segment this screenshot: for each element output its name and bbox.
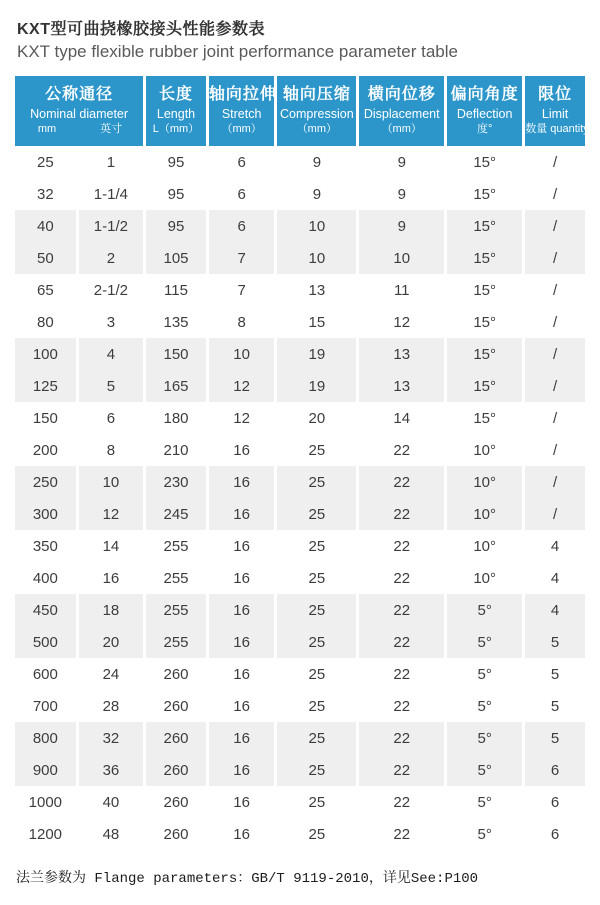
footer-note: 法兰参数为 Flange parameters：GB/T 9119-2010，详见See:P100	[16, 871, 479, 887]
table-cell: 5°	[447, 722, 522, 754]
table-row	[15, 562, 585, 594]
table-cell: 500	[15, 626, 76, 658]
table-cell: 7	[209, 242, 274, 274]
column-header-limit	[525, 76, 589, 146]
table-cell: 14	[79, 530, 144, 562]
table-cell: 13	[359, 370, 444, 402]
table-row	[15, 274, 585, 306]
table-cell: 25	[277, 594, 356, 626]
table-cell: 25	[277, 626, 356, 658]
table-cell: /	[525, 402, 585, 434]
table-cell: 20	[79, 626, 144, 658]
column-header-en: Deflection	[456, 107, 513, 121]
table-cell: 2-1/2	[79, 274, 144, 306]
column-header-deflection	[447, 76, 522, 146]
column-header-unit: 数量 quantity	[525, 123, 589, 135]
table-row	[15, 306, 585, 338]
table-cell: 165	[146, 370, 206, 402]
table-cell: 25	[277, 530, 356, 562]
table-row	[15, 338, 585, 370]
table-body	[15, 146, 585, 850]
column-header-zh: 偏向角度	[450, 86, 519, 103]
table-cell: 5°	[447, 626, 522, 658]
table-row	[15, 690, 585, 722]
page-title-zh: KXT型可曲挠橡胶接头性能参数表	[17, 21, 266, 38]
table-cell: 255	[146, 562, 206, 594]
column-header-zh: 限位	[538, 86, 573, 103]
table-cell: 25	[277, 562, 356, 594]
table-cell: 12	[79, 498, 144, 530]
table-cell: 15°	[447, 402, 522, 434]
table-cell: 32	[79, 722, 144, 754]
table-row	[15, 370, 585, 402]
table-cell: 250	[15, 466, 76, 498]
subcolumn-label-mm: mm	[37, 123, 57, 135]
table-cell: 20	[277, 402, 356, 434]
table-cell: /	[525, 434, 585, 466]
table-cell: 13	[277, 274, 356, 306]
table-cell: /	[525, 242, 585, 274]
table-cell: 15°	[447, 338, 522, 370]
column-header-nominal-diameter	[15, 76, 143, 146]
table-cell: 1-1/2	[79, 210, 144, 242]
table-cell: 5°	[447, 786, 522, 818]
table-cell: 13	[359, 338, 444, 370]
table-cell: 350	[15, 530, 76, 562]
table-cell: /	[525, 498, 585, 530]
table-cell: 4	[525, 594, 585, 626]
table-cell: 15°	[447, 306, 522, 338]
table-cell: 900	[15, 754, 76, 786]
column-header-zh: 横向位移	[367, 86, 436, 103]
page-header	[0, 0, 600, 62]
column-header-unit: L（mm）	[152, 123, 200, 135]
table-cell: 22	[359, 562, 444, 594]
table-cell: 22	[359, 754, 444, 786]
table-cell: 22	[359, 690, 444, 722]
table-cell: 65	[15, 274, 76, 306]
table-cell: 22	[359, 530, 444, 562]
table-cell: 22	[359, 722, 444, 754]
table-cell: 36	[79, 754, 144, 786]
table-cell: 6	[209, 210, 274, 242]
table-cell: 12	[209, 370, 274, 402]
table-row	[15, 786, 585, 818]
table-cell: 18	[79, 594, 144, 626]
table-cell: 115	[146, 274, 206, 306]
table-cell: 16	[209, 530, 274, 562]
table-cell: 200	[15, 434, 76, 466]
table-cell: 15°	[447, 210, 522, 242]
table-cell: 1200	[15, 818, 76, 850]
table-cell: /	[525, 210, 585, 242]
table-cell: 95	[146, 210, 206, 242]
table-cell: 12	[359, 306, 444, 338]
table-cell: 9	[277, 146, 356, 178]
table-cell: 4	[79, 338, 144, 370]
table-cell: 25	[277, 690, 356, 722]
table-cell: 5	[79, 370, 144, 402]
table-cell: 100	[15, 338, 76, 370]
table-cell: /	[525, 146, 585, 178]
column-header-unit: （mm）	[381, 123, 422, 135]
table-cell: 22	[359, 658, 444, 690]
page-title-en: KXT type flexible rubber joint performance parameter table	[17, 42, 458, 61]
table-cell: 16	[209, 562, 274, 594]
table-cell: 6	[209, 146, 274, 178]
table-cell: 25	[15, 146, 76, 178]
table-cell: 150	[15, 402, 76, 434]
column-header-displacement	[359, 76, 444, 146]
table-cell: 260	[146, 818, 206, 850]
table-cell: 260	[146, 754, 206, 786]
column-header-unit: 度°	[476, 123, 493, 135]
table-cell: 5	[525, 658, 585, 690]
table-row	[15, 530, 585, 562]
table-cell: 19	[277, 370, 356, 402]
table-cell: 11	[359, 274, 444, 306]
table-cell: 230	[146, 466, 206, 498]
column-header-en: Nominal diameter	[30, 107, 129, 121]
table-cell: 48	[79, 818, 144, 850]
table-cell: 4	[525, 562, 585, 594]
table-row	[15, 178, 585, 210]
table-cell: 16	[209, 754, 274, 786]
table-cell: 16	[209, 498, 274, 530]
table-cell: 125	[15, 370, 76, 402]
column-header-en: Stretch	[221, 107, 262, 121]
table-cell: 15°	[447, 146, 522, 178]
column-header-zh: 轴向压缩	[282, 86, 351, 103]
table-cell: 32	[15, 178, 76, 210]
table-cell: /	[525, 306, 585, 338]
table-cell: 25	[277, 434, 356, 466]
table-cell: /	[525, 178, 585, 210]
table-cell: 6	[525, 818, 585, 850]
table-cell: 10°	[447, 530, 522, 562]
column-header-unit: （mm）	[221, 123, 262, 135]
table-cell: 255	[146, 594, 206, 626]
column-header-compression	[277, 76, 356, 146]
table-cell: 22	[359, 498, 444, 530]
table-cell: 25	[277, 658, 356, 690]
table-row	[15, 434, 585, 466]
column-header-en: Displacement	[363, 107, 440, 121]
table-cell: 6	[209, 178, 274, 210]
table-cell: 24	[79, 658, 144, 690]
table-cell: 600	[15, 658, 76, 690]
table-cell: 10	[79, 466, 144, 498]
table-cell: 5°	[447, 690, 522, 722]
table-cell: 180	[146, 402, 206, 434]
column-header-en: Limit	[541, 107, 569, 121]
table-row	[15, 242, 585, 274]
table-cell: 5	[525, 690, 585, 722]
table-row	[15, 818, 585, 850]
table-cell: 19	[277, 338, 356, 370]
table-cell: 1000	[15, 786, 76, 818]
table-cell: 16	[209, 818, 274, 850]
table-row	[15, 210, 585, 242]
table-cell: 135	[146, 306, 206, 338]
parameter-table	[12, 76, 588, 850]
table-cell: 255	[146, 626, 206, 658]
table-cell: 15°	[447, 274, 522, 306]
table-cell: 28	[79, 690, 144, 722]
table-row	[15, 402, 585, 434]
table-cell: 22	[359, 594, 444, 626]
table-cell: /	[525, 370, 585, 402]
column-header-en: Compression	[280, 107, 354, 121]
subcolumn-label-inch: 英寸	[100, 123, 123, 135]
table-cell: 6	[525, 786, 585, 818]
table-cell: 16	[209, 690, 274, 722]
table-cell: 15°	[447, 178, 522, 210]
table-cell: 9	[359, 178, 444, 210]
table-cell: 15°	[447, 242, 522, 274]
table-cell: 105	[146, 242, 206, 274]
table-row	[15, 754, 585, 786]
column-header-zh: 公称通径	[45, 86, 114, 103]
table-row	[15, 626, 585, 658]
table-cell: 210	[146, 434, 206, 466]
column-header-unit: （mm）	[296, 123, 338, 135]
table-cell: 12	[209, 402, 274, 434]
table-row	[15, 594, 585, 626]
table-cell: 260	[146, 786, 206, 818]
table-cell: 260	[146, 722, 206, 754]
table-cell: 5	[525, 626, 585, 658]
table-cell: 25	[277, 818, 356, 850]
table-cell: 700	[15, 690, 76, 722]
table-cell: 10	[277, 210, 356, 242]
table-header-row	[15, 76, 585, 146]
table-cell: 25	[277, 498, 356, 530]
table-cell: 8	[79, 434, 144, 466]
table-cell: 8	[209, 306, 274, 338]
column-header-stretch	[208, 76, 277, 146]
table-cell: 9	[277, 178, 356, 210]
table-cell: 800	[15, 722, 76, 754]
table-row	[15, 658, 585, 690]
table-cell: 25	[277, 722, 356, 754]
table-cell: 25	[277, 786, 356, 818]
table-cell: 1	[79, 146, 144, 178]
table-cell: 50	[15, 242, 76, 274]
table-cell: 6	[525, 754, 585, 786]
table-cell: /	[525, 466, 585, 498]
table-row	[15, 498, 585, 530]
table-cell: 5	[525, 722, 585, 754]
column-header-length	[146, 76, 206, 146]
table-cell: 22	[359, 818, 444, 850]
table-cell: 3	[79, 306, 144, 338]
table-cell: 1-1/4	[79, 178, 144, 210]
table-header	[15, 76, 589, 146]
table-cell: 9	[359, 146, 444, 178]
table-cell: 450	[15, 594, 76, 626]
table-cell: 16	[209, 786, 274, 818]
table-cell: 10	[359, 242, 444, 274]
table-cell: 15	[277, 306, 356, 338]
table-cell: 7	[209, 274, 274, 306]
column-header-zh: 轴向拉伸	[208, 86, 277, 103]
table-cell: 16	[209, 466, 274, 498]
table-cell: 22	[359, 626, 444, 658]
table-cell: 6	[79, 402, 144, 434]
table-cell: 16	[209, 626, 274, 658]
table-cell: 260	[146, 690, 206, 722]
table-cell: 4	[525, 530, 585, 562]
table-cell: 10°	[447, 466, 522, 498]
table-cell: 95	[146, 178, 206, 210]
table-cell: 25	[277, 466, 356, 498]
table-cell: 260	[146, 658, 206, 690]
table-cell: 10°	[447, 562, 522, 594]
table-cell: 150	[146, 338, 206, 370]
table-cell: /	[525, 338, 585, 370]
table-cell: 2	[79, 242, 144, 274]
table-row	[15, 466, 585, 498]
column-header-zh: 长度	[159, 86, 194, 103]
table-row	[15, 146, 585, 178]
table-cell: 16	[209, 434, 274, 466]
table-cell: 40	[15, 210, 76, 242]
table-cell: 16	[79, 562, 144, 594]
table-cell: 5°	[447, 658, 522, 690]
table-cell: 10°	[447, 434, 522, 466]
table-cell: 300	[15, 498, 76, 530]
table-cell: 22	[359, 434, 444, 466]
table-cell: 22	[359, 786, 444, 818]
table-cell: 16	[209, 722, 274, 754]
table-cell: 5°	[447, 754, 522, 786]
column-header-subunits	[15, 122, 143, 137]
table-cell: 40	[79, 786, 144, 818]
table-cell: 10	[209, 338, 274, 370]
table-row	[15, 722, 585, 754]
table-cell: 5°	[447, 818, 522, 850]
table-cell: /	[525, 274, 585, 306]
table-cell: 25	[277, 754, 356, 786]
table-cell: 245	[146, 498, 206, 530]
table-cell: 22	[359, 466, 444, 498]
column-header-en: Length	[156, 107, 196, 121]
table-cell: 16	[209, 658, 274, 690]
table-cell: 14	[359, 402, 444, 434]
table-cell: 5°	[447, 594, 522, 626]
table-cell: 10°	[447, 498, 522, 530]
table-cell: 9	[359, 210, 444, 242]
table-cell: 400	[15, 562, 76, 594]
table-cell: 16	[209, 594, 274, 626]
table-cell: 95	[146, 146, 206, 178]
table-cell: 10	[277, 242, 356, 274]
table-cell: 80	[15, 306, 76, 338]
table-cell: 15°	[447, 370, 522, 402]
table-cell: 255	[146, 530, 206, 562]
